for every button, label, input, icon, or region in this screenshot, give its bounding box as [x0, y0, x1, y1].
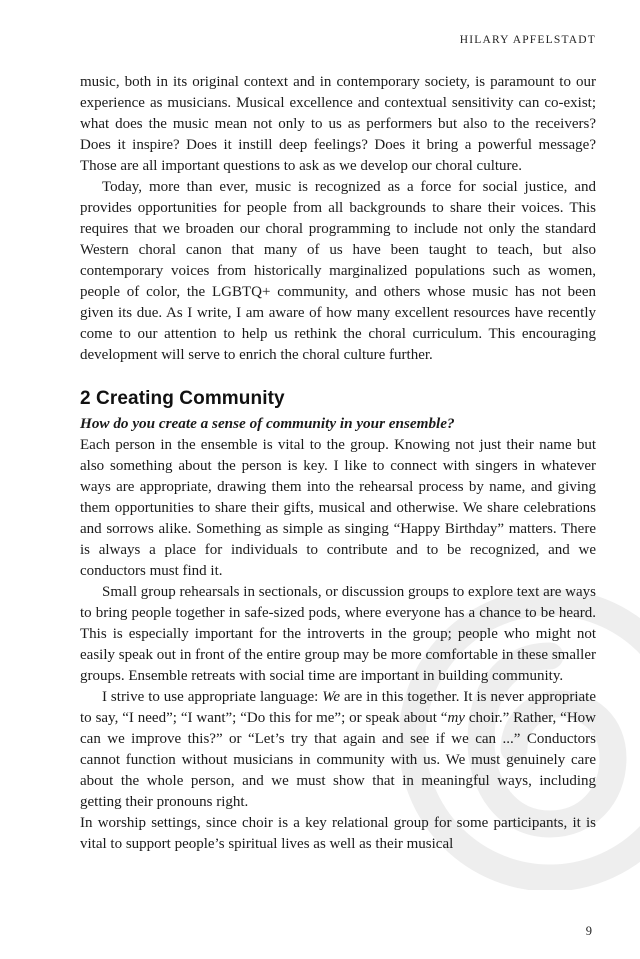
page-number: 9 [585, 924, 592, 938]
running-header: HILARY APFELSTADT [459, 34, 596, 46]
paragraph-5: I strive to use appropriate language: We are in this together. It is never appropriate to say, “I need”; “I want”; “Do this for me”; or speak about “my choir.” Rather, “How can we improve this?” or “Let’s try that again and see if we can ...” Conductors cannot function without musicians in community with us. We must genuinely care about the whole person, and we must show that in meaningful ways, including getting their pronouns right. [80, 689, 596, 810]
paragraph-1: music, both in its original context and in contemporary society, is paramount to our experience as musicians. Musical excellence and contextual sensitivity can co-exist; what does the music mean not only to us as performers but also to the receivers? Does it inspire? Does it instill deep feelings? Does it bring a powerful message? Those are all important questions to ask as we develop our choral culture. [80, 74, 596, 174]
page-body [80, 72, 596, 855]
paragraph-4: Small group rehearsals in sectionals, or discussion groups to explore text are ways to bring people together in safe-sized pods, where everyone has a chance to be heard. This is especially important for the introverts in the group; people who might not easily speak out in front of the entire group may be more comfortable in these smaller groups. Ensemble retreats with social time are important in building community. [80, 584, 596, 684]
paragraph-6: In worship settings, since choir is a key relational group for some participants, it is vital to support people’s spiritual lives as well as their musical [80, 815, 596, 852]
paragraph-3: Each person in the ensemble is vital to the group. Knowing not just their name but also something about the person is key. I like to connect with singers in whatever ways are appropriate, drawing them into the rehearsal process by name, and giving them opportunities to share their gifts, musical and otherwise. We share celebrations and sorrows alike. Something as simple as singing “Happy Birthday” matters. There is always a place for individuals to contribute and to be recognized, and we conductors must find it. [80, 437, 596, 579]
paragraph-2: Today, more than ever, music is recognized as a force for social justice, and provides opportunities for people from all backgrounds to share their voices. This requires that we broaden our choral programming to include not only the standard Western choral canon that many of us have been taught to teach, but also contemporary voices from historically marginalized populations such as women, people of color, the LGBTQ+ community, and others whose music has not been given its due. As I write, I am aware of how many excellent resources have recently come to our attention to help us rethink the choral curriculum. This encouraging development will serve to enrich the choral culture further. [80, 179, 596, 363]
section-heading: 2 Creating Community [80, 388, 285, 409]
section-question: How do you create a sense of community in your ensemble? [80, 415, 455, 432]
